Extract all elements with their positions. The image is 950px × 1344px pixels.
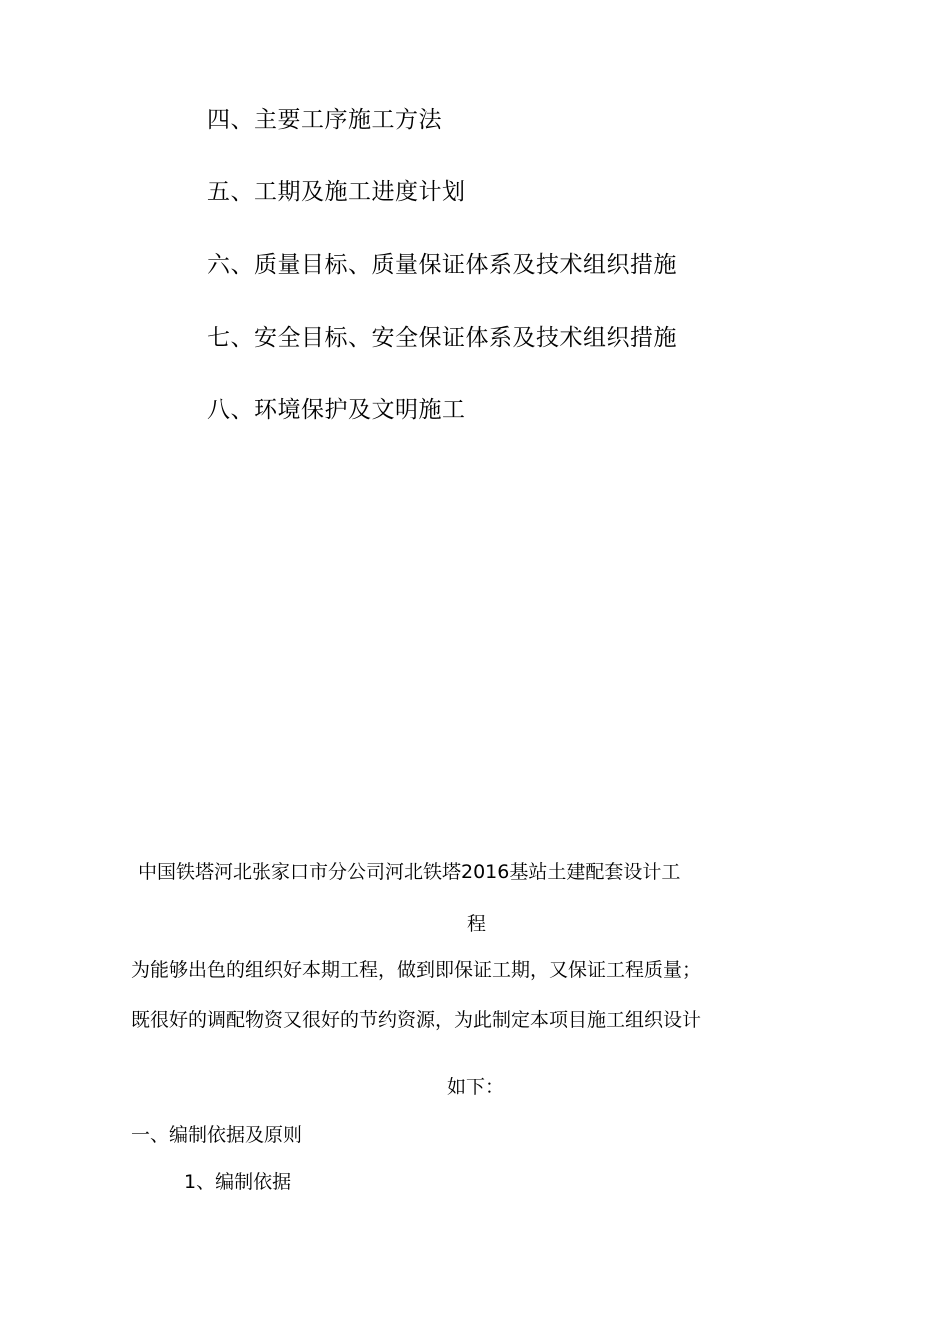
toc-item-7: 七、安全目标、安全保证体系及技术组织措施 xyxy=(207,325,677,351)
section-heading-1: 一、编制依据及原则 xyxy=(131,1124,303,1146)
project-name-line2: 程 xyxy=(467,913,487,935)
intro-paragraph-line3: 如下： xyxy=(447,1076,505,1098)
intro-paragraph-line2: 既很好的调配物资又很好的节约资源，为此制定本项目施工组织设计 xyxy=(131,1009,702,1031)
toc-item-5: 五、工期及施工进度计划 xyxy=(207,179,466,205)
toc-item-6: 六、质量目标、质量保证体系及技术组织措施 xyxy=(207,252,677,278)
subsection-heading-1-1: 1、编制依据 xyxy=(184,1171,292,1193)
toc-item-8: 八、环境保护及文明施工 xyxy=(207,397,466,423)
intro-paragraph-line1: 为能够出色的组织好本期工程，做到即保证工期，又保证工程质量； xyxy=(131,959,702,981)
toc-item-4: 四、主要工序施工方法 xyxy=(207,107,442,133)
project-name-line1: 中国铁塔河北张家口市分公司河北铁塔2016基站土建配套设计工 xyxy=(138,861,681,883)
